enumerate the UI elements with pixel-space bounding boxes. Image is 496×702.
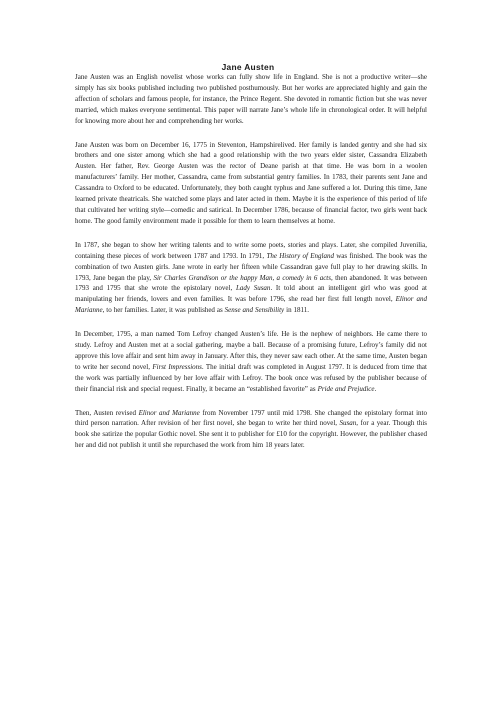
text-run: in 1811. [284, 306, 310, 315]
text-run: Then, Austen revised [75, 408, 139, 417]
italic-title-run: Elinor and Marianne [75, 295, 427, 315]
italic-title-run: Pride and Prejudice [317, 384, 375, 393]
text-run: from November 1797 until mid 1798. She changed the epistolary format into third person narration. After revision of her first novel, she began to write her third novel, [75, 408, 427, 428]
italic-title-run: Elinor and Marianne [138, 408, 200, 417]
italic-title-run: Sir Charles Grandison or the happy Man, a comedy in 6 acts, [153, 273, 333, 282]
paragraph [75, 329, 427, 394]
paragraph [75, 140, 427, 227]
text-run: . It told about an intelligent girl who was good at manipulating her friends, lovers and even families. It was before 1796, she read her first full length novel, [75, 284, 427, 304]
text-run: , for a year. Though this book she satirize the popular Gothic novel. She sent it to publisher for £10 for the copyright. However, the publisher chased her and did not publish it until she repurchased the work from him 18 years later. [75, 419, 427, 450]
text-run: . [374, 384, 377, 393]
paragraph [75, 240, 427, 316]
paragraph [75, 72, 427, 127]
text-run: Jane Austen was an English novelist whose works can fully show life in England. She is not a productive writer—she simply has six books published including two published posthumously. But her works are appreciated highly and gain the affection of scholars and famous people, for instance, the Prince Regent. She devoted in romantic fiction but she was never married, which makes everyone sentimental. This paper will narrate Jane’s whole life in chronological order. It will helpful for knowing more about her and comprehending her works. [75, 73, 427, 125]
text-run: then abandoned. It was between 1793 and 1795 that she wrote the epistolary novel, [75, 273, 428, 293]
paragraph [75, 408, 427, 452]
italic-title-run: Sense and Sensibility [224, 306, 285, 315]
text-run: , to her families. Later, it was published as [102, 306, 225, 315]
italic-title-run: Susan [339, 419, 357, 428]
text-run: Jane Austen was born on December 16, 1775 in Steventon, Hampshirelived. Her family is landed gentry and she had six brothers and one sister among which she had a good relationship with the two years elder sister, Cassandra Elizabeth Austen. Her father, Rev. George Austen was the rector of Deane parish at that time. He was born in a woolen manufacturers’ family. Her mother, Cassandra, came from substantial gentry families. In 1783, their parents sent Jane and Cassandra to Oxford to be educated. Unfortunately, they both caught typhus and Jane suffered a lot. During this time, Jane learned private theatricals. She watched some plays and later acted in them. Maybe it is the experience of this period of life that cultivated her writing style—comedic and satirical. In December 1786, because of financial factor, two girls went back home. The good family environment made it possible for them to learn themselves at home. [75, 140, 427, 225]
text-run: In 1787, she began to show her writing talents and to write some poets, stories and plays. Later, she compiled Juvenilia, containing these pieces of work between 1787 and 1793. In 1791, [75, 240, 427, 260]
text-run: . The initial draft was completed in August 1797. It is deduced from time that the work was partially influenced by her love affair with Lefroy. The book once was refused by the publisher because of their financial risk and special request. Finally, it became an “established favorite” as [75, 362, 427, 393]
document-body [75, 72, 427, 464]
document-title: Jane Austen [221, 62, 275, 72]
italic-title-run: Lady Susan [235, 284, 271, 293]
text-run: was finished. The book was the combination of two Austen girls. Jane wrote in early her fifteen while Cassandran gave full play to her drawing skills. In 1793, Jane began the play, [75, 251, 427, 282]
italic-title-run: First Impressions [152, 362, 202, 371]
text-run: In December, 1795, a man named Tom Lefroy changed Austen’s life. He is the nephew of neighbors. He came there to study. Lefroy and Austen met at a social gathering, maybe a ball. Because of a promising future, Lefroy’s family did not approve this love affair and sent him away in January. After this, they never saw each other. At the same time, Austen began to write her second novel, [75, 330, 427, 371]
italic-title-run: The History of England [266, 251, 334, 260]
